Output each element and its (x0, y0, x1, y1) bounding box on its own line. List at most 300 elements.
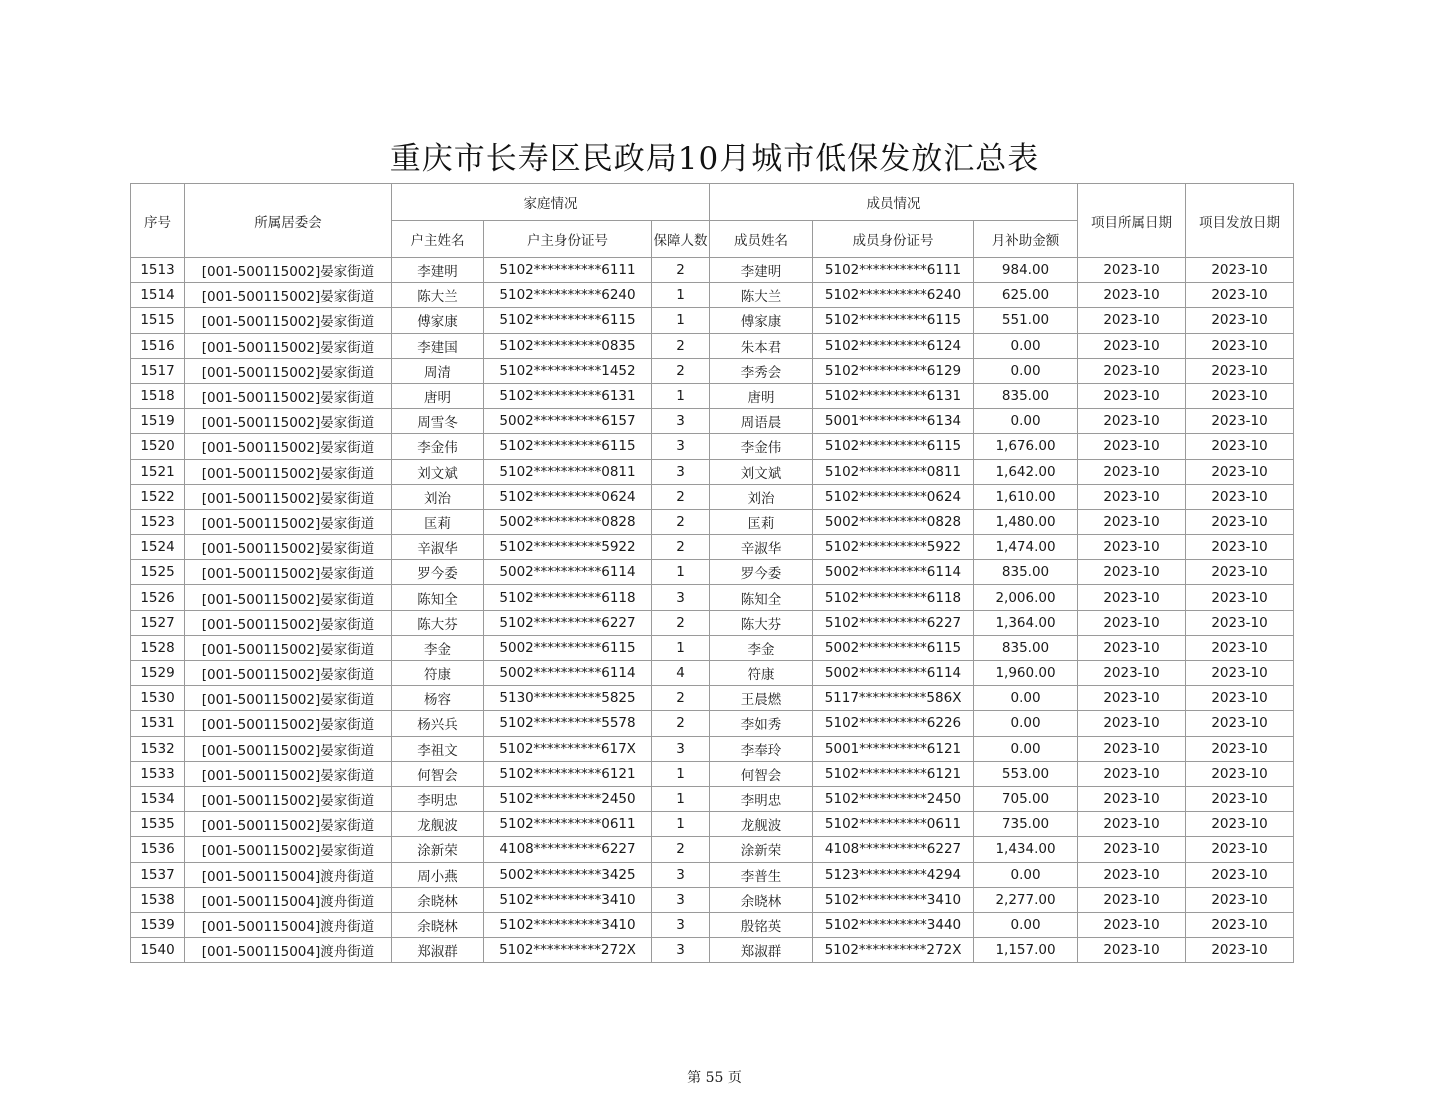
cell-member-name: 符康 (710, 661, 813, 686)
cell-issue-date: 2023-10 (1186, 837, 1294, 862)
cell-count: 1 (652, 383, 710, 408)
cell-head-name: 辛淑华 (392, 535, 484, 560)
cell-seq: 1532 (131, 736, 185, 761)
cell-head-id: 5002**********3425 (484, 862, 652, 887)
cell-member-id: 5102**********6227 (813, 610, 974, 635)
cell-count: 2 (652, 509, 710, 534)
cell-count: 2 (652, 535, 710, 560)
cell-count: 1 (652, 560, 710, 585)
cell-seq: 1540 (131, 938, 185, 963)
cell-member-id: 5102**********6240 (813, 283, 974, 308)
cell-head-id: 5102**********0611 (484, 812, 652, 837)
cell-count: 2 (652, 358, 710, 383)
cell-issue-date: 2023-10 (1186, 912, 1294, 937)
cell-head-id: 5130**********5825 (484, 686, 652, 711)
cell-head-id: 5102**********1452 (484, 358, 652, 383)
cell-amount: 625.00 (974, 283, 1078, 308)
cell-amount: 1,474.00 (974, 535, 1078, 560)
cell-committee: [001-500115002]晏家街道 (185, 509, 392, 534)
cell-head-name: 郑淑群 (392, 938, 484, 963)
cell-head-id: 5102**********0624 (484, 484, 652, 509)
header-head-name: 户主姓名 (392, 221, 484, 258)
cell-member-name: 何智会 (710, 761, 813, 786)
cell-project-month: 2023-10 (1078, 912, 1186, 937)
cell-head-name: 周雪冬 (392, 409, 484, 434)
cell-member-id: 5102**********0624 (813, 484, 974, 509)
cell-head-name: 李金伟 (392, 434, 484, 459)
cell-issue-date: 2023-10 (1186, 661, 1294, 686)
cell-issue-date: 2023-10 (1186, 459, 1294, 484)
table-row (131, 434, 1294, 459)
cell-committee: [001-500115002]晏家街道 (185, 585, 392, 610)
cell-count: 3 (652, 912, 710, 937)
header-project-month: 项目所属日期 (1078, 184, 1186, 258)
table-row (131, 812, 1294, 837)
cell-head-id: 5002**********0828 (484, 509, 652, 534)
cell-committee: [001-500115002]晏家街道 (185, 484, 392, 509)
cell-member-id: 5123**********4294 (813, 862, 974, 887)
table-row (131, 686, 1294, 711)
header-committee: 所属居委会 (185, 184, 392, 258)
cell-head-id: 5102**********0811 (484, 459, 652, 484)
cell-head-name: 刘治 (392, 484, 484, 509)
cell-issue-date: 2023-10 (1186, 761, 1294, 786)
header-count: 保障人数 (652, 221, 710, 258)
cell-issue-date: 2023-10 (1186, 711, 1294, 736)
cell-count: 1 (652, 635, 710, 660)
cell-member-id: 5102**********0611 (813, 812, 974, 837)
cell-issue-date: 2023-10 (1186, 333, 1294, 358)
cell-committee: [001-500115002]晏家街道 (185, 409, 392, 434)
table-row (131, 711, 1294, 736)
cell-seq: 1529 (131, 661, 185, 686)
cell-member-id: 5102**********6131 (813, 383, 974, 408)
cell-issue-date: 2023-10 (1186, 786, 1294, 811)
table-row (131, 837, 1294, 862)
cell-project-month: 2023-10 (1078, 358, 1186, 383)
cell-member-name: 周语晨 (710, 409, 813, 434)
cell-amount: 551.00 (974, 308, 1078, 333)
cell-project-month: 2023-10 (1078, 308, 1186, 333)
header-family-group: 家庭情况 (392, 184, 710, 221)
cell-member-name: 傅家康 (710, 308, 813, 333)
cell-count: 3 (652, 585, 710, 610)
cell-head-id: 5102**********3410 (484, 912, 652, 937)
table-row (131, 585, 1294, 610)
cell-member-name: 涂新荣 (710, 837, 813, 862)
cell-member-id: 5002**********6115 (813, 635, 974, 660)
table-row (131, 333, 1294, 358)
header-amount: 月补助金额 (974, 221, 1078, 258)
cell-member-name: 李如秀 (710, 711, 813, 736)
cell-project-month: 2023-10 (1078, 484, 1186, 509)
cell-head-id: 4108**********6227 (484, 837, 652, 862)
cell-head-name: 杨容 (392, 686, 484, 711)
cell-head-name: 余晓林 (392, 912, 484, 937)
cell-member-id: 5102**********2450 (813, 786, 974, 811)
cell-head-name: 余晓林 (392, 887, 484, 912)
cell-committee: [001-500115002]晏家街道 (185, 560, 392, 585)
cell-head-id: 5102**********5922 (484, 535, 652, 560)
cell-project-month: 2023-10 (1078, 283, 1186, 308)
table-row (131, 786, 1294, 811)
table-row (131, 509, 1294, 534)
cell-count: 1 (652, 283, 710, 308)
cell-committee: [001-500115004]渡舟街道 (185, 938, 392, 963)
cell-head-id: 5102**********6131 (484, 383, 652, 408)
cell-member-name: 陈大兰 (710, 283, 813, 308)
cell-member-id: 5102**********0811 (813, 459, 974, 484)
cell-amount: 835.00 (974, 635, 1078, 660)
cell-head-name: 何智会 (392, 761, 484, 786)
cell-count: 2 (652, 686, 710, 711)
cell-project-month: 2023-10 (1078, 812, 1186, 837)
cell-head-id: 5102**********6115 (484, 434, 652, 459)
cell-project-month: 2023-10 (1078, 560, 1186, 585)
cell-seq: 1538 (131, 887, 185, 912)
cell-committee: [001-500115002]晏家街道 (185, 610, 392, 635)
cell-amount: 1,434.00 (974, 837, 1078, 862)
cell-issue-date: 2023-10 (1186, 686, 1294, 711)
table-row (131, 635, 1294, 660)
cell-project-month: 2023-10 (1078, 837, 1186, 862)
cell-amount: 2,277.00 (974, 887, 1078, 912)
cell-committee: [001-500115004]渡舟街道 (185, 862, 392, 887)
subsidy-table (130, 183, 1294, 963)
cell-member-id: 5102**********6111 (813, 258, 974, 283)
table-row (131, 560, 1294, 585)
cell-head-name: 李祖文 (392, 736, 484, 761)
cell-head-name: 杨兴兵 (392, 711, 484, 736)
cell-amount: 1,642.00 (974, 459, 1078, 484)
cell-issue-date: 2023-10 (1186, 535, 1294, 560)
cell-seq: 1535 (131, 812, 185, 837)
cell-head-name: 周小燕 (392, 862, 484, 887)
cell-amount: 1,157.00 (974, 938, 1078, 963)
cell-member-name: 李秀会 (710, 358, 813, 383)
cell-project-month: 2023-10 (1078, 938, 1186, 963)
cell-count: 3 (652, 938, 710, 963)
cell-member-name: 殷铭英 (710, 912, 813, 937)
cell-seq: 1534 (131, 786, 185, 811)
cell-member-name: 李普生 (710, 862, 813, 887)
cell-issue-date: 2023-10 (1186, 509, 1294, 534)
cell-amount: 705.00 (974, 786, 1078, 811)
cell-member-name: 匡莉 (710, 509, 813, 534)
cell-head-name: 陈知全 (392, 585, 484, 610)
cell-seq: 1530 (131, 686, 185, 711)
header-member-name: 成员姓名 (710, 221, 813, 258)
cell-project-month: 2023-10 (1078, 383, 1186, 408)
cell-head-id: 5102**********0835 (484, 333, 652, 358)
cell-seq: 1528 (131, 635, 185, 660)
cell-amount: 0.00 (974, 862, 1078, 887)
cell-member-name: 辛淑华 (710, 535, 813, 560)
cell-member-id: 5001**********6134 (813, 409, 974, 434)
cell-head-name: 陈大芬 (392, 610, 484, 635)
cell-amount: 835.00 (974, 383, 1078, 408)
cell-committee: [001-500115002]晏家街道 (185, 812, 392, 837)
cell-member-id: 5102**********5922 (813, 535, 974, 560)
table-row (131, 283, 1294, 308)
cell-count: 2 (652, 610, 710, 635)
cell-member-name: 余晓林 (710, 887, 813, 912)
cell-member-name: 陈大芬 (710, 610, 813, 635)
table-row (131, 736, 1294, 761)
cell-head-id: 5102**********3410 (484, 887, 652, 912)
cell-seq: 1513 (131, 258, 185, 283)
cell-committee: [001-500115002]晏家街道 (185, 736, 392, 761)
cell-project-month: 2023-10 (1078, 509, 1186, 534)
cell-committee: [001-500115002]晏家街道 (185, 711, 392, 736)
cell-committee: [001-500115004]渡舟街道 (185, 887, 392, 912)
cell-head-id: 5102**********617X (484, 736, 652, 761)
cell-committee: [001-500115002]晏家街道 (185, 635, 392, 660)
cell-member-id: 5001**********6121 (813, 736, 974, 761)
cell-head-name: 李建国 (392, 333, 484, 358)
cell-member-name: 李奉玲 (710, 736, 813, 761)
cell-issue-date: 2023-10 (1186, 358, 1294, 383)
cell-head-name: 傅家康 (392, 308, 484, 333)
cell-seq: 1524 (131, 535, 185, 560)
cell-committee: [001-500115002]晏家街道 (185, 761, 392, 786)
cell-member-id: 5102**********272X (813, 938, 974, 963)
cell-committee: [001-500115002]晏家街道 (185, 661, 392, 686)
cell-head-name: 涂新荣 (392, 837, 484, 862)
cell-project-month: 2023-10 (1078, 887, 1186, 912)
cell-seq: 1525 (131, 560, 185, 585)
cell-amount: 1,960.00 (974, 661, 1078, 686)
cell-issue-date: 2023-10 (1186, 258, 1294, 283)
table-row (131, 938, 1294, 963)
cell-committee: [001-500115002]晏家街道 (185, 383, 392, 408)
cell-project-month: 2023-10 (1078, 258, 1186, 283)
cell-member-name: 王晨燃 (710, 686, 813, 711)
cell-project-month: 2023-10 (1078, 661, 1186, 686)
cell-seq: 1523 (131, 509, 185, 534)
cell-issue-date: 2023-10 (1186, 736, 1294, 761)
table-row (131, 484, 1294, 509)
cell-seq: 1537 (131, 862, 185, 887)
cell-amount: 1,610.00 (974, 484, 1078, 509)
cell-amount: 835.00 (974, 560, 1078, 585)
cell-amount: 1,480.00 (974, 509, 1078, 534)
table-row (131, 610, 1294, 635)
cell-issue-date: 2023-10 (1186, 484, 1294, 509)
cell-seq: 1520 (131, 434, 185, 459)
cell-project-month: 2023-10 (1078, 711, 1186, 736)
cell-head-name: 匡莉 (392, 509, 484, 534)
cell-member-name: 陈知全 (710, 585, 813, 610)
cell-amount: 735.00 (974, 812, 1078, 837)
cell-project-month: 2023-10 (1078, 635, 1186, 660)
cell-head-id: 5102**********6115 (484, 308, 652, 333)
cell-member-name: 郑淑群 (710, 938, 813, 963)
cell-project-month: 2023-10 (1078, 786, 1186, 811)
table-row (131, 912, 1294, 937)
cell-head-name: 龙舰波 (392, 812, 484, 837)
cell-count: 2 (652, 711, 710, 736)
cell-member-name: 罗今委 (710, 560, 813, 585)
cell-member-id: 5102**********6115 (813, 308, 974, 333)
cell-count: 3 (652, 459, 710, 484)
cell-member-name: 龙舰波 (710, 812, 813, 837)
cell-head-id: 5102**********6111 (484, 258, 652, 283)
cell-project-month: 2023-10 (1078, 736, 1186, 761)
cell-issue-date: 2023-10 (1186, 283, 1294, 308)
table-row (131, 862, 1294, 887)
cell-committee: [001-500115002]晏家街道 (185, 358, 392, 383)
cell-amount: 0.00 (974, 912, 1078, 937)
table-body (131, 258, 1294, 963)
cell-project-month: 2023-10 (1078, 535, 1186, 560)
header-issue-date: 项目发放日期 (1186, 184, 1294, 258)
table-row (131, 661, 1294, 686)
cell-head-name: 唐明 (392, 383, 484, 408)
cell-amount: 0.00 (974, 358, 1078, 383)
table-row (131, 459, 1294, 484)
cell-issue-date: 2023-10 (1186, 560, 1294, 585)
cell-issue-date: 2023-10 (1186, 434, 1294, 459)
cell-head-name: 李建明 (392, 258, 484, 283)
cell-head-id: 5102**********6121 (484, 761, 652, 786)
cell-head-id: 5102**********6227 (484, 610, 652, 635)
cell-project-month: 2023-10 (1078, 333, 1186, 358)
page-number: 第 55 页 (687, 1070, 742, 1086)
cell-head-name: 陈大兰 (392, 283, 484, 308)
cell-count: 2 (652, 837, 710, 862)
cell-seq: 1526 (131, 585, 185, 610)
table-row (131, 383, 1294, 408)
cell-committee: [001-500115002]晏家街道 (185, 308, 392, 333)
header-member-group: 成员情况 (710, 184, 1078, 221)
cell-count: 3 (652, 862, 710, 887)
cell-count: 2 (652, 333, 710, 358)
cell-member-id: 5002**********0828 (813, 509, 974, 534)
cell-issue-date: 2023-10 (1186, 938, 1294, 963)
cell-head-name: 罗今委 (392, 560, 484, 585)
cell-head-id: 5102**********6240 (484, 283, 652, 308)
cell-project-month: 2023-10 (1078, 409, 1186, 434)
cell-member-id: 5102**********6129 (813, 358, 974, 383)
cell-member-id: 4108**********6227 (813, 837, 974, 862)
cell-member-id: 5102**********3410 (813, 887, 974, 912)
cell-committee: [001-500115002]晏家街道 (185, 333, 392, 358)
cell-head-id: 5102**********2450 (484, 786, 652, 811)
cell-issue-date: 2023-10 (1186, 383, 1294, 408)
cell-committee: [001-500115002]晏家街道 (185, 837, 392, 862)
cell-seq: 1522 (131, 484, 185, 509)
cell-issue-date: 2023-10 (1186, 409, 1294, 434)
cell-project-month: 2023-10 (1078, 610, 1186, 635)
cell-issue-date: 2023-10 (1186, 812, 1294, 837)
cell-amount: 0.00 (974, 711, 1078, 736)
cell-issue-date: 2023-10 (1186, 610, 1294, 635)
cell-issue-date: 2023-10 (1186, 585, 1294, 610)
cell-committee: [001-500115002]晏家街道 (185, 283, 392, 308)
cell-member-id: 5002**********6114 (813, 661, 974, 686)
cell-seq: 1519 (131, 409, 185, 434)
header-member-id: 成员身份证号 (813, 221, 974, 258)
cell-seq: 1514 (131, 283, 185, 308)
cell-member-id: 5002**********6114 (813, 560, 974, 585)
table-row (131, 409, 1294, 434)
cell-seq: 1517 (131, 358, 185, 383)
cell-issue-date: 2023-10 (1186, 887, 1294, 912)
cell-seq: 1539 (131, 912, 185, 937)
cell-head-name: 符康 (392, 661, 484, 686)
cell-head-id: 5102**********6118 (484, 585, 652, 610)
cell-project-month: 2023-10 (1078, 686, 1186, 711)
cell-project-month: 2023-10 (1078, 434, 1186, 459)
cell-seq: 1516 (131, 333, 185, 358)
cell-seq: 1521 (131, 459, 185, 484)
cell-amount: 1,364.00 (974, 610, 1078, 635)
cell-seq: 1518 (131, 383, 185, 408)
cell-seq: 1531 (131, 711, 185, 736)
cell-project-month: 2023-10 (1078, 459, 1186, 484)
cell-committee: [001-500115002]晏家街道 (185, 686, 392, 711)
cell-head-id: 5002**********6114 (484, 661, 652, 686)
cell-count: 1 (652, 786, 710, 811)
cell-head-name: 刘文斌 (392, 459, 484, 484)
cell-issue-date: 2023-10 (1186, 862, 1294, 887)
table-row (131, 358, 1294, 383)
cell-issue-date: 2023-10 (1186, 635, 1294, 660)
cell-head-name: 李明忠 (392, 786, 484, 811)
cell-seq: 1527 (131, 610, 185, 635)
cell-head-id: 5002**********6114 (484, 560, 652, 585)
table-row (131, 887, 1294, 912)
cell-committee: [001-500115004]渡舟街道 (185, 912, 392, 937)
cell-member-id: 5102**********6118 (813, 585, 974, 610)
cell-member-name: 朱本君 (710, 333, 813, 358)
cell-member-name: 刘治 (710, 484, 813, 509)
cell-count: 2 (652, 258, 710, 283)
cell-member-id: 5102**********6226 (813, 711, 974, 736)
table-row (131, 535, 1294, 560)
cell-seq: 1533 (131, 761, 185, 786)
cell-head-name: 李金 (392, 635, 484, 660)
cell-count: 3 (652, 887, 710, 912)
cell-project-month: 2023-10 (1078, 862, 1186, 887)
cell-committee: [001-500115002]晏家街道 (185, 786, 392, 811)
cell-committee: [001-500115002]晏家街道 (185, 535, 392, 560)
cell-member-name: 李金伟 (710, 434, 813, 459)
cell-count: 4 (652, 661, 710, 686)
cell-seq: 1536 (131, 837, 185, 862)
cell-seq: 1515 (131, 308, 185, 333)
cell-count: 3 (652, 409, 710, 434)
cell-amount: 0.00 (974, 333, 1078, 358)
cell-project-month: 2023-10 (1078, 761, 1186, 786)
cell-issue-date: 2023-10 (1186, 308, 1294, 333)
cell-member-id: 5102**********6124 (813, 333, 974, 358)
table-row (131, 258, 1294, 283)
cell-committee: [001-500115002]晏家街道 (185, 434, 392, 459)
cell-count: 3 (652, 434, 710, 459)
header-seq: 序号 (131, 184, 185, 258)
cell-head-id: 5102**********5578 (484, 711, 652, 736)
cell-head-id: 5002**********6115 (484, 635, 652, 660)
cell-member-id: 5102**********6121 (813, 761, 974, 786)
cell-amount: 2,006.00 (974, 585, 1078, 610)
header-head-id: 户主身份证号 (484, 221, 652, 258)
cell-head-name: 周清 (392, 358, 484, 383)
cell-amount: 984.00 (974, 258, 1078, 283)
cell-amount: 0.00 (974, 686, 1078, 711)
cell-member-name: 李建明 (710, 258, 813, 283)
